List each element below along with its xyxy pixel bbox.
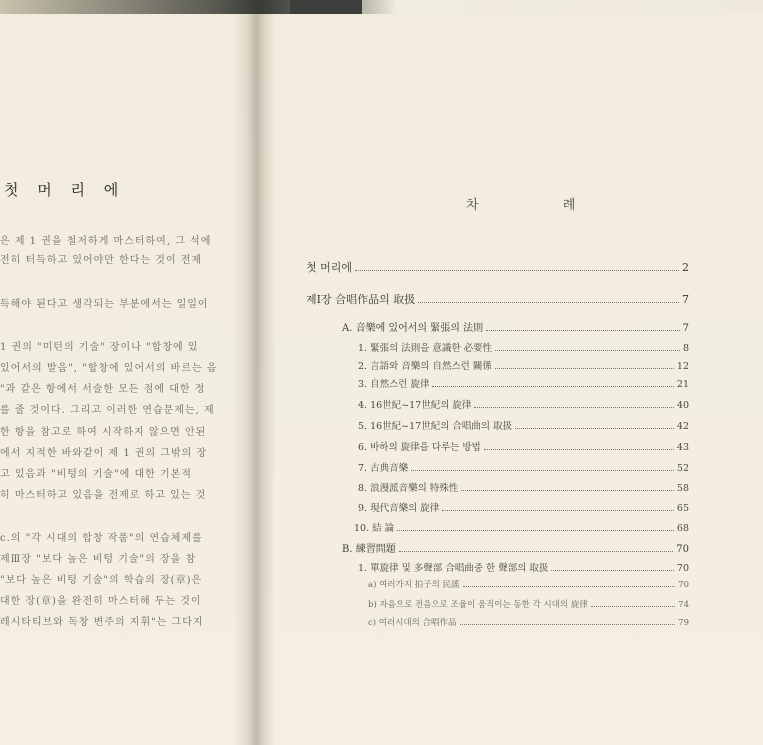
toc-entry (358, 460, 689, 474)
toc-entry (358, 418, 689, 432)
toc-entry (306, 291, 689, 307)
toc-entry (358, 376, 689, 390)
toc-leader (484, 449, 674, 450)
toc-entry-label: 1. 單旋律 및 多聲部 合唱曲중 한 聲部의 取扱 (358, 563, 549, 574)
toc-entry-label: 9. 現代音樂의 旋律 (358, 503, 440, 514)
toc-entry-page: 40 (676, 400, 689, 411)
toc-entry (342, 540, 689, 555)
toc-entry-page: 8 (682, 343, 689, 354)
toc-entry (358, 358, 689, 372)
toc-leader (411, 470, 674, 471)
toc-entry (358, 560, 689, 574)
toc-leader (418, 302, 679, 303)
toc-entry (358, 500, 689, 514)
toc-entry-label: B. 練習問題 (342, 544, 396, 555)
right-page (270, 14, 763, 745)
body-line: 를 줄 것이다. 그리고 이러한 연습문제는, 제 (0, 405, 215, 416)
toc-entry-label: 7. 古典音樂 (358, 463, 409, 474)
toc-entry-label: b) 자음으로 전음으로 조율이 움직이는 동한 각 시대의 旋律 (368, 600, 588, 610)
body-line: 제Ⅲ장 "보다 높은 비텅 기술"의 장을 참 (0, 554, 197, 565)
body-line: 에서 지적한 바와같이 제 1 권의 그밖의 장 (0, 448, 208, 459)
toc-entry-label: 4. 16世紀~17世紀의 旋律 (358, 400, 472, 411)
toc-leader (495, 350, 680, 351)
toc-entry (358, 397, 689, 411)
toc-entry-page: 65 (676, 503, 689, 514)
toc-entry-page: 70 (676, 563, 689, 574)
body-line: c.의 "각 시대의 합창 작품"의 연습체제를 (0, 533, 203, 544)
toc-entry (358, 480, 689, 494)
toc-entry (306, 259, 689, 275)
toc-leader (463, 586, 676, 587)
left-page (0, 14, 255, 745)
toc-entry-label: c) 여러시대의 合唱作品 (368, 618, 457, 628)
toc-leader (486, 330, 680, 331)
toc-entry (368, 598, 689, 610)
toc-entry-page: 70 (676, 544, 689, 555)
toc-entry-label: 첫 머리에 (306, 261, 353, 274)
toc-entry-page: 7 (682, 293, 689, 306)
body-line: 전히 터득하고 있어야만 한다는 것이 전제 (0, 255, 203, 266)
toc-leader (515, 428, 674, 429)
toc-entry-label: 8. 浪漫派音樂의 特殊性 (358, 483, 459, 494)
body-line: 은 제 1 권을 철저하게 마스터하여, 그 석에 (0, 236, 212, 247)
toc-entry-page: 2 (682, 261, 689, 274)
page-top-edge (0, 0, 763, 14)
toc-entry (368, 578, 689, 590)
toc-leader (442, 510, 674, 511)
toc-leader (460, 624, 676, 625)
toc-entry-page: 70 (678, 580, 689, 590)
toc-entry-page: 21 (676, 379, 689, 390)
body-line: "과 같은 항에서 서술한 모든 점에 대한 정 (0, 384, 206, 395)
toc-entry-label: A. 音樂에 있어서의 緊張의 法則 (342, 323, 484, 334)
toc-entry-label: a) 여러가지 拍子의 民謠 (368, 580, 460, 590)
toc-entry-label: 3. 自然스런 旋律 (358, 379, 430, 390)
toc-leader (591, 606, 675, 607)
body-line: "보다 높은 비텅 기술"의 학습의 장(章)은 (0, 575, 203, 586)
toc-entry-label: 5. 16世紀~17世紀의 合唱曲의 取扱 (358, 421, 513, 432)
toc-title: 차 례 (466, 198, 616, 213)
body-line: 히 마스터하고 있음을 전제로 하고 있는 것 (0, 490, 207, 501)
toc-leader (432, 386, 673, 387)
toc-leader (355, 270, 679, 271)
body-line: 고 있음과 "비텅의 기술"에 대한 기본적 (0, 469, 192, 480)
left-page-heading: 첫 머 리 에 (4, 181, 126, 199)
toc-entry-label: 제Ⅰ장 合唱作品의 取扱 (306, 293, 416, 306)
toc-leader (551, 570, 673, 571)
body-line: 한 항을 참고로 하여 시작하지 않으면 안된 (0, 427, 207, 438)
toc-entry-page: 12 (676, 361, 689, 372)
toc-entry-page: 7 (682, 323, 689, 334)
toc-entry-page: 58 (676, 483, 689, 494)
body-line: 레시타티브와 독창 변주의 지휘"는 그다지 (0, 617, 204, 628)
toc-entry-page: 68 (676, 523, 689, 534)
toc-entry-label: 1. 緊張의 法則을 意識한 必要性 (358, 343, 493, 354)
body-line: 있어서의 발음", "합창에 있어서의 바르는 음 (0, 363, 218, 374)
toc-entry-page: 74 (678, 600, 689, 610)
body-line: 대한 장(章)을 완전히 마스터해 두는 것이 (0, 596, 202, 607)
toc-entry-page: 42 (676, 421, 689, 432)
toc-entry (342, 319, 689, 334)
toc-entry-label: 6. 바하의 旋律을 다루는 방법 (358, 442, 481, 453)
toc-leader (474, 407, 673, 408)
toc-leader (461, 490, 674, 491)
toc-entry-label: 2. 言語와 音樂의 自然스런 關係 (358, 361, 492, 372)
toc-entry-page: 79 (678, 618, 689, 628)
toc-entry (354, 520, 689, 534)
toc-entry-page: 52 (676, 463, 689, 474)
toc-leader (495, 368, 674, 369)
toc-entry (358, 439, 689, 453)
body-line: 1 권의 "미턴의 기술" 장이나 "합창에 있 (0, 342, 199, 353)
toc-entry-page: 43 (676, 442, 689, 453)
toc-entry-label: 10. 結 論 (354, 523, 395, 534)
body-line: 득해야 된다고 생각되는 부분에서는 일일이 (0, 299, 209, 310)
toc-leader (399, 551, 674, 552)
toc-entry (368, 616, 689, 628)
toc-leader (397, 530, 674, 531)
toc-entry (358, 340, 689, 354)
